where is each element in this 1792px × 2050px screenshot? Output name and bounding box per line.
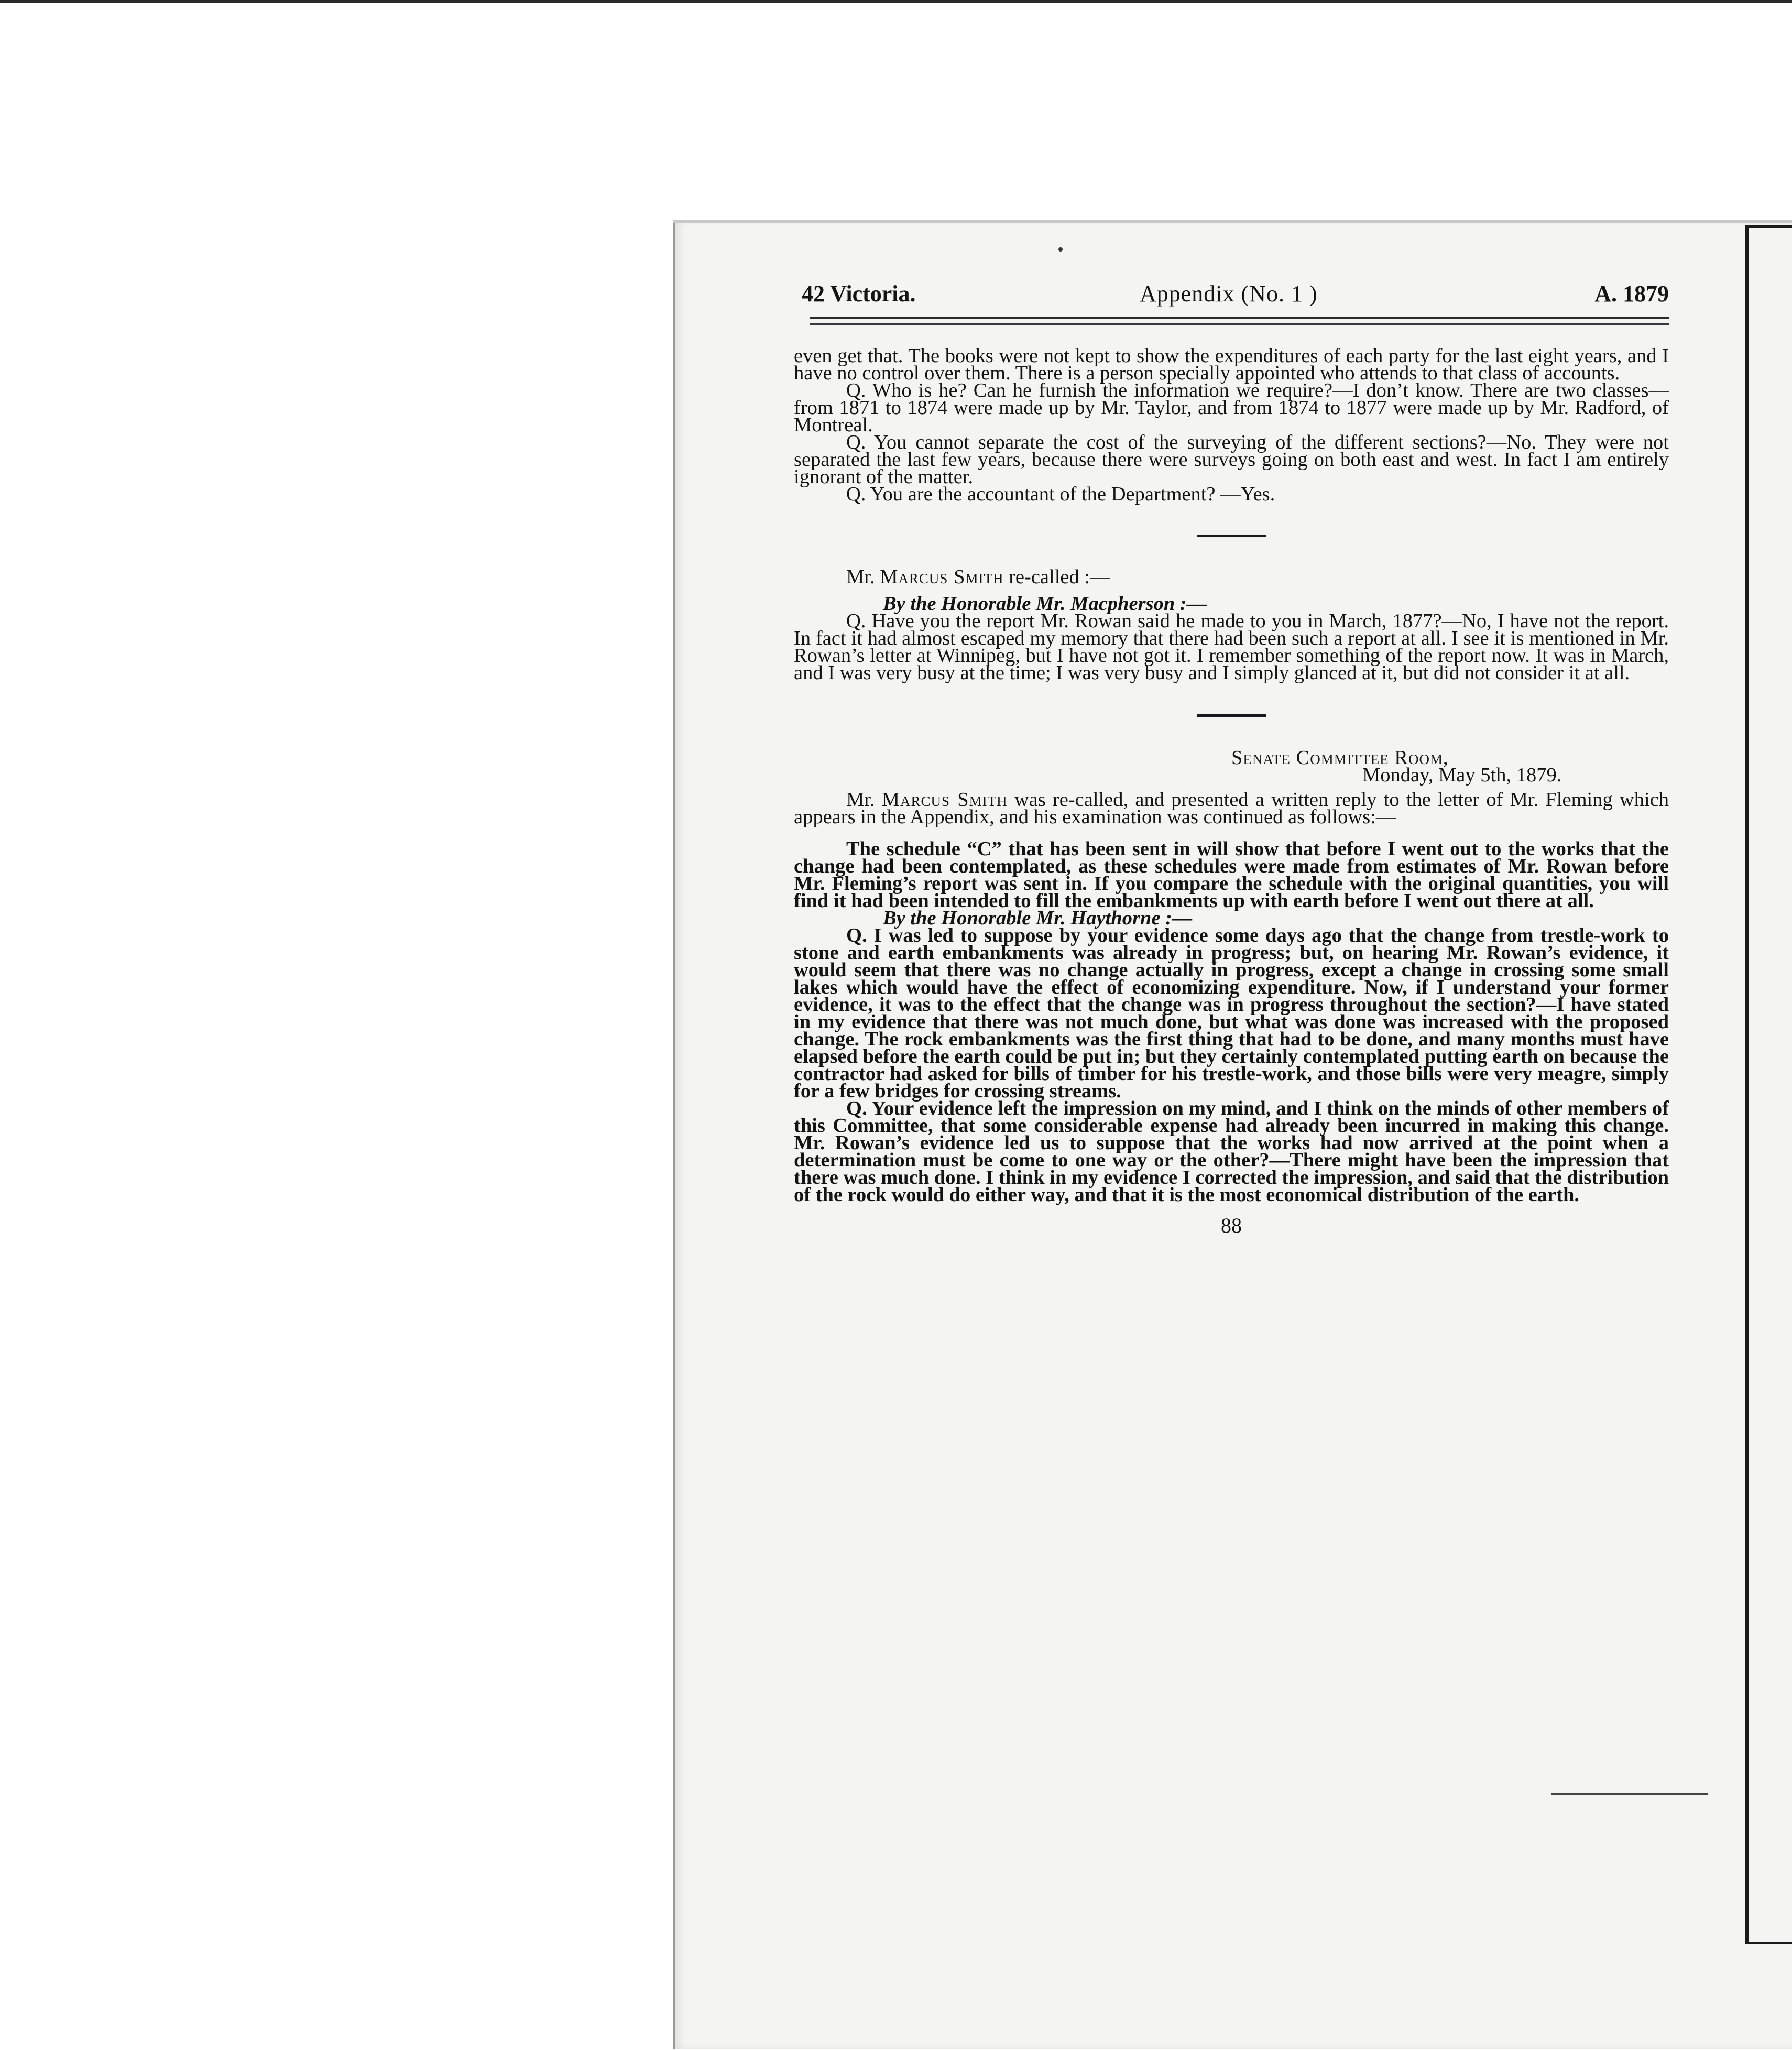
paragraph: Q. You are the accountant of the Department? —Yes. [846,483,1275,505]
examiner-heading: By the Honorable Mr. Macpherson :— [883,593,1207,615]
senate-committee-room: Senate Committee Room, [1231,747,1449,769]
paragraph: even get that. The books were not kept to show the expenditures of each party for the last eight years, and I have no control over them. There is a person specially appointed who attends to that class of accounts. [794,345,1669,384]
running-header [794,280,1669,317]
recalled-prefix: Mr. [846,789,882,811]
recalled-paragraph [794,791,1669,826]
recalled-prefix: Mr. [846,566,880,588]
scan-top-edge [0,0,1792,3]
page-number: 88 [1221,1214,1242,1237]
witness-name: Marcus Smith [881,789,1008,811]
header-rule-top [810,317,1669,319]
page-sheet-top-edge [673,220,1792,223]
examiner-heading: By the Honorable Mr. Haythorne :— [883,907,1193,929]
scan-dot-mark [1058,247,1063,252]
paragraph: Q. Your evidence left the impression on my mind, and I think on the minds of other members of this Committee, that some considerable expense had already been incurred in making this change. Mr. Rowan’s evidence led us to suppose that the works had now arrived at the point when a determination must be come to one way or the other?—There might have been the impression that there was much done. I think in my evidence I corrected the impression, and said that the distribution of the rock would do either way, and that it is the most economical distribution of the earth. [794,1097,1669,1206]
header-center: Appendix (No. 1 ) [1140,281,1318,307]
session-date: Monday, May 5th, 1879. [1362,764,1562,786]
header-right: A. 1879 [1594,281,1669,307]
bottom-dash-mark [1551,1793,1708,1795]
recalled-suffix: re-called :— [1003,566,1110,588]
header-rules [794,317,1669,347]
document-content [794,280,1669,1238]
recalled-line [794,566,1669,588]
recalled-suffix: was re-called, and presented a written reply to the letter of Mr. Fleming which appears in the Appendix, and his examination was continued as follows:— [794,789,1669,828]
paragraph: Q. Who is he? Can he furnish the information we require?—I don’t know. There are two classes—from 1871 to 1874 were made up by Mr. Taylor, and from 1874 to 1877 were made up by Mr. Radford, of Montreal. [794,379,1669,436]
binding-spine-tick-bottom [1749,1942,1792,1944]
header-left: 42 Victoria. [802,281,916,307]
header-rule-bottom [810,323,1669,325]
binding-spine-line [1745,225,1749,1944]
body-text [794,347,1669,1204]
witness-name: Marcus Smith [880,566,1004,588]
paragraph: Q. Have you the report Mr. Rowan said he made to you in March, 1877?—No, I have not the report. In fact it had almost escaped my memory that there had been such a report at all. I see it is mentioned in Mr. Rowan’s letter at Winnipeg, but I have not got it. I remember something of the report now. It was in March, and I was very busy at the time; I was very busy and I simply glanced at it, but did not consider it at all. [794,610,1669,684]
paragraph: Q. You cannot separate the cost of the surveying of the different sections?—No. They were not separated the last few years, because there were surveys going on both east and west. In fact I am entirely ignorant of the matter. [794,431,1669,488]
paragraph: Q. I was led to suppose by your evidence some days ago that the change from trestle-work to stone and earth embankments was already in progress; but, on hearing Mr. Rowan’s evidence, it would seem that there was no change actually in progress, except a change in crossing some small lakes which would have the effect of economizing expenditure. Now, if I understand your former evidence, it was to the effect that the change was in progress throughout the section?—I have stated in my evidence that there was not much done, but what was done was increased with the proposed change. The rock embankments was the first thing that had to be done, and many months must have elapsed before the earth could be put in; but they certainly contemplated putting earth on because the contractor had asked for bills of timber for his trestle-work, and those bills were very meagre, simply for a few bridges for crossing streams. [794,924,1669,1102]
binding-spine-tick-top [1749,225,1792,228]
written-reply-paragraph: The schedule “C” that has been sent in will show that before I went out to the works that the change had been contemplated, as these schedules were made from estimates of Mr. Rowan before Mr. Fleming’s report was sent in. If you compare the schedule with the original quantities, you will find it had been intended to fill the embankments up with earth before I went out there at all. [794,838,1669,912]
